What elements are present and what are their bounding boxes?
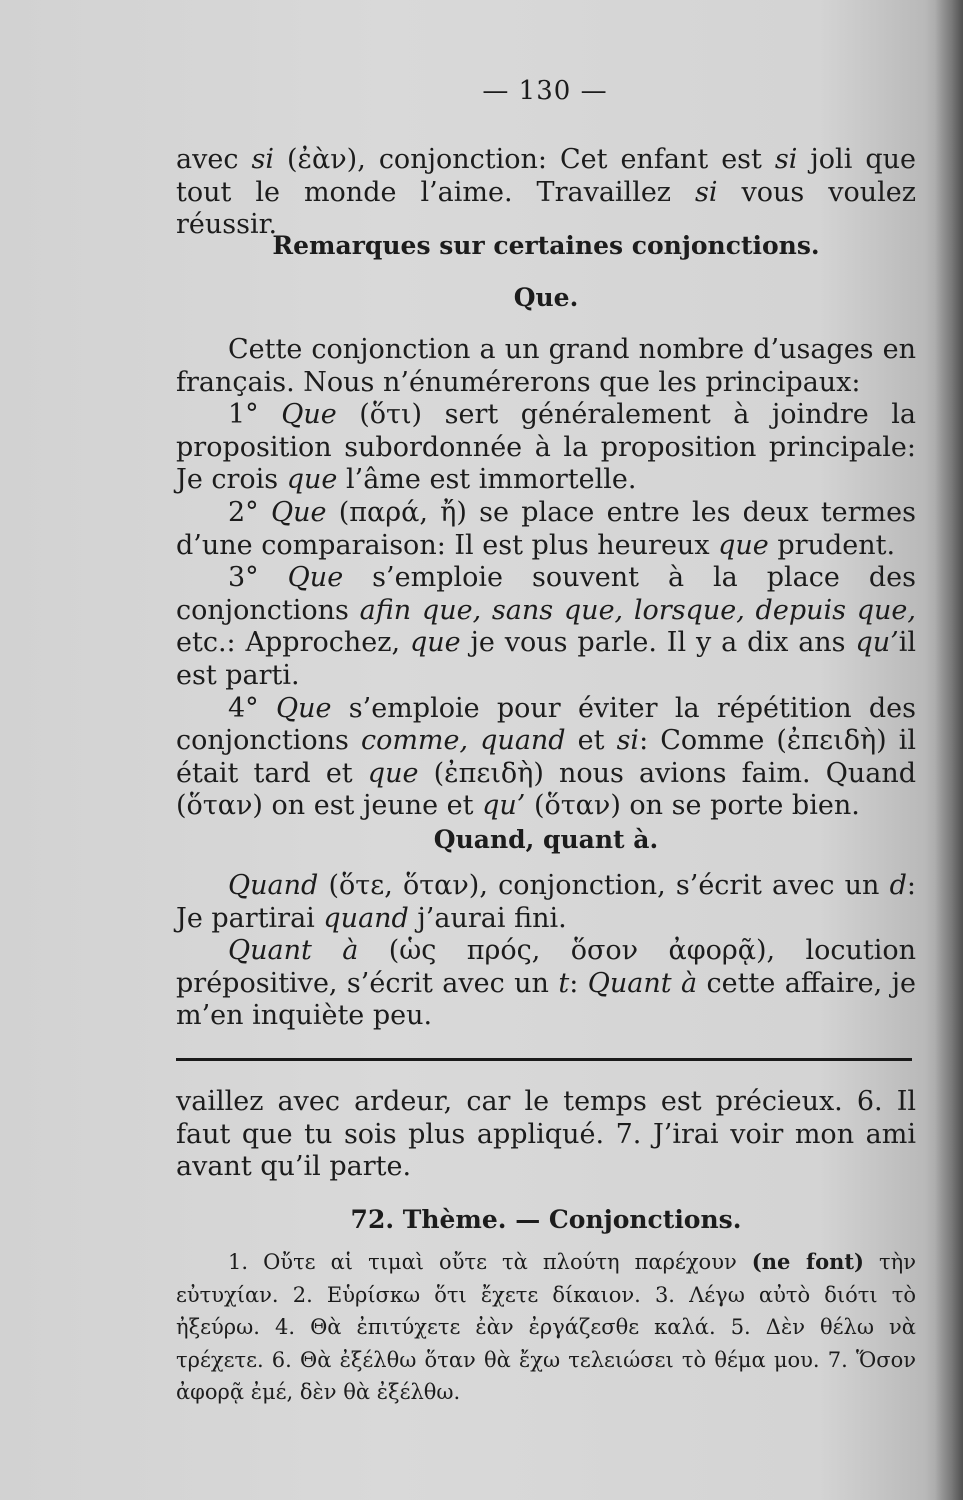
rule-text: je vous parle. Il y a dix ans <box>460 627 856 659</box>
rule-text: il est parti. <box>176 627 916 691</box>
intro-si: si <box>774 144 798 175</box>
rule-text: (ὅτε, ὅταν), conjonction, s’écrit avec un <box>318 870 890 901</box>
exercise-text: 1. Οὔτε αἱ τιμαὶ οὔτε τὰ πλούτη παρέχουν <box>228 1250 752 1274</box>
letter: d <box>889 870 907 901</box>
rule-text: s’emploie pour éviter la répétition des conjonctions <box>176 692 917 757</box>
rule-number: 1° <box>228 399 282 431</box>
rule-number: 4° <box>228 692 276 724</box>
rule-text: (ὡς πρός, ὅσον ἀφορᾷ), locution prépositive, s’écrit avec un <box>176 935 916 999</box>
que-word: si <box>616 725 640 757</box>
rule-text: (ὅταν) on se porte bien. <box>525 790 860 822</box>
intro-text: vous voulez réussir. <box>176 176 917 241</box>
que-word: qu’ <box>482 790 526 822</box>
que-rule-3 <box>176 562 916 692</box>
quand-word: Quand <box>228 870 319 901</box>
rule-text: : <box>569 967 588 999</box>
quant-word: Quant à <box>228 935 359 967</box>
quand-heading-block <box>176 824 916 856</box>
gloss-bold: (ne font) <box>751 1249 864 1274</box>
que-rule-1 <box>176 399 916 497</box>
conjunction-list: comme, quand <box>360 725 566 757</box>
rule-text: etc.: Approchez, <box>176 627 410 659</box>
que-intro: Cette conjonction a un grand nombre d’usages en français. Nous n’énumérerons que les principaux: <box>176 334 916 398</box>
intro-text: avec <box>176 144 252 175</box>
rule-number: 2° <box>228 496 271 528</box>
theme-heading-block <box>176 1204 916 1236</box>
continuation-text: vaillez avec ardeur, car le temps est précieux. 6. Il faut que tu sois plus appliqué. 7. J’irai voir mon ami avant qu’il parte. <box>176 1086 916 1183</box>
rule-number: 3° <box>228 562 288 594</box>
rule-text: cette affaire, je m’en inquiète peu. <box>176 967 916 1032</box>
rule-text: s’emploie souvent à la place des conjonctions <box>176 562 916 626</box>
que-word: Que <box>281 399 337 431</box>
theme-exercise <box>176 1246 916 1409</box>
que-heading-block <box>176 282 916 314</box>
rule-text: (ἐπειδὴ) nous avions faim. Quand (ὅταν) on est jeune et <box>176 757 916 822</box>
footnote-divider <box>176 1058 912 1061</box>
page-number: — 130 — <box>482 76 608 106</box>
exercise-text: τὴν εὐτυχίαν. 2. Εὑρίσκω ὅτι ἔχετε δίκαιον. 3. Λέγω αὐτὸ διότι τὸ ἠξεύρω. 4. Θὰ ἐπιτύχετε ἐὰν ἐργάζεσθε καλά. 5. Δὲν θέλω νὰ τρέχετε. 6. Θὰ ἐξέλθω ὅταν θὰ ἔχω τελειώσει τὸ θέμα μου. 7. Ὅσον ἀφορᾷ ἐμέ, δὲν θὰ ἐξέλθω. <box>176 1250 916 1404</box>
section-title: Remarques sur certaines conjonctions. <box>272 231 820 260</box>
quand-word: quand <box>323 902 409 934</box>
quand-rule-2 <box>176 935 916 1033</box>
que-title: Que. <box>513 283 579 312</box>
que-word: qu’ <box>855 627 899 659</box>
theme-title: 72. Thème. — Conjonctions. <box>350 1205 742 1234</box>
que-word: que <box>367 757 419 789</box>
section-heading-block <box>176 230 916 262</box>
rule-text: j’aurai fini. <box>408 902 567 934</box>
rule-text: : Je partirai <box>176 870 916 934</box>
intro-text: joli que tout le monde l’aime. Travaillez <box>176 144 916 208</box>
que-word: Que <box>275 692 332 724</box>
que-rule-4 <box>176 693 916 823</box>
rule-text: l’âme est immortelle. <box>337 464 637 496</box>
quand-section <box>176 870 916 1033</box>
que-word: que <box>286 464 338 496</box>
que-rule-2 <box>176 497 916 562</box>
intro-si: si <box>251 144 274 175</box>
rule-text: (ὅτι) sert généralement à joindre la proposition subordonnée à la proposition principale: Je crois <box>176 399 916 496</box>
rule-text: (παρά, ἤ) se place entre les deux termes d’une comparaison: Il est plus heureux <box>176 496 916 561</box>
que-section <box>176 334 916 823</box>
intro-si: si <box>695 176 718 208</box>
letter: t <box>558 967 570 999</box>
quant-word: Quant à <box>587 967 698 999</box>
quand-title: Quand, quant à. <box>433 825 659 854</box>
theme-text <box>176 1246 916 1409</box>
que-word: que <box>409 627 461 659</box>
quand-rule-1 <box>176 870 916 935</box>
intro-text: (ἐὰν), conjonction: Cet enfant est <box>273 144 775 175</box>
continuation-block <box>176 1086 916 1184</box>
conjunction-list: afin que, sans que, lorsque, depuis que, <box>359 594 916 626</box>
rule-text: : Comme (ἐπειδὴ) il était tard et <box>176 725 917 789</box>
que-word: que <box>718 529 769 561</box>
book-spine-shadow <box>935 0 963 1500</box>
intro-paragraph <box>176 144 916 242</box>
que-word: Que <box>287 562 344 594</box>
rule-text: prudent. <box>768 529 896 561</box>
intro-block <box>176 144 916 242</box>
que-word: Que <box>270 496 327 528</box>
rule-text: et <box>565 725 617 757</box>
